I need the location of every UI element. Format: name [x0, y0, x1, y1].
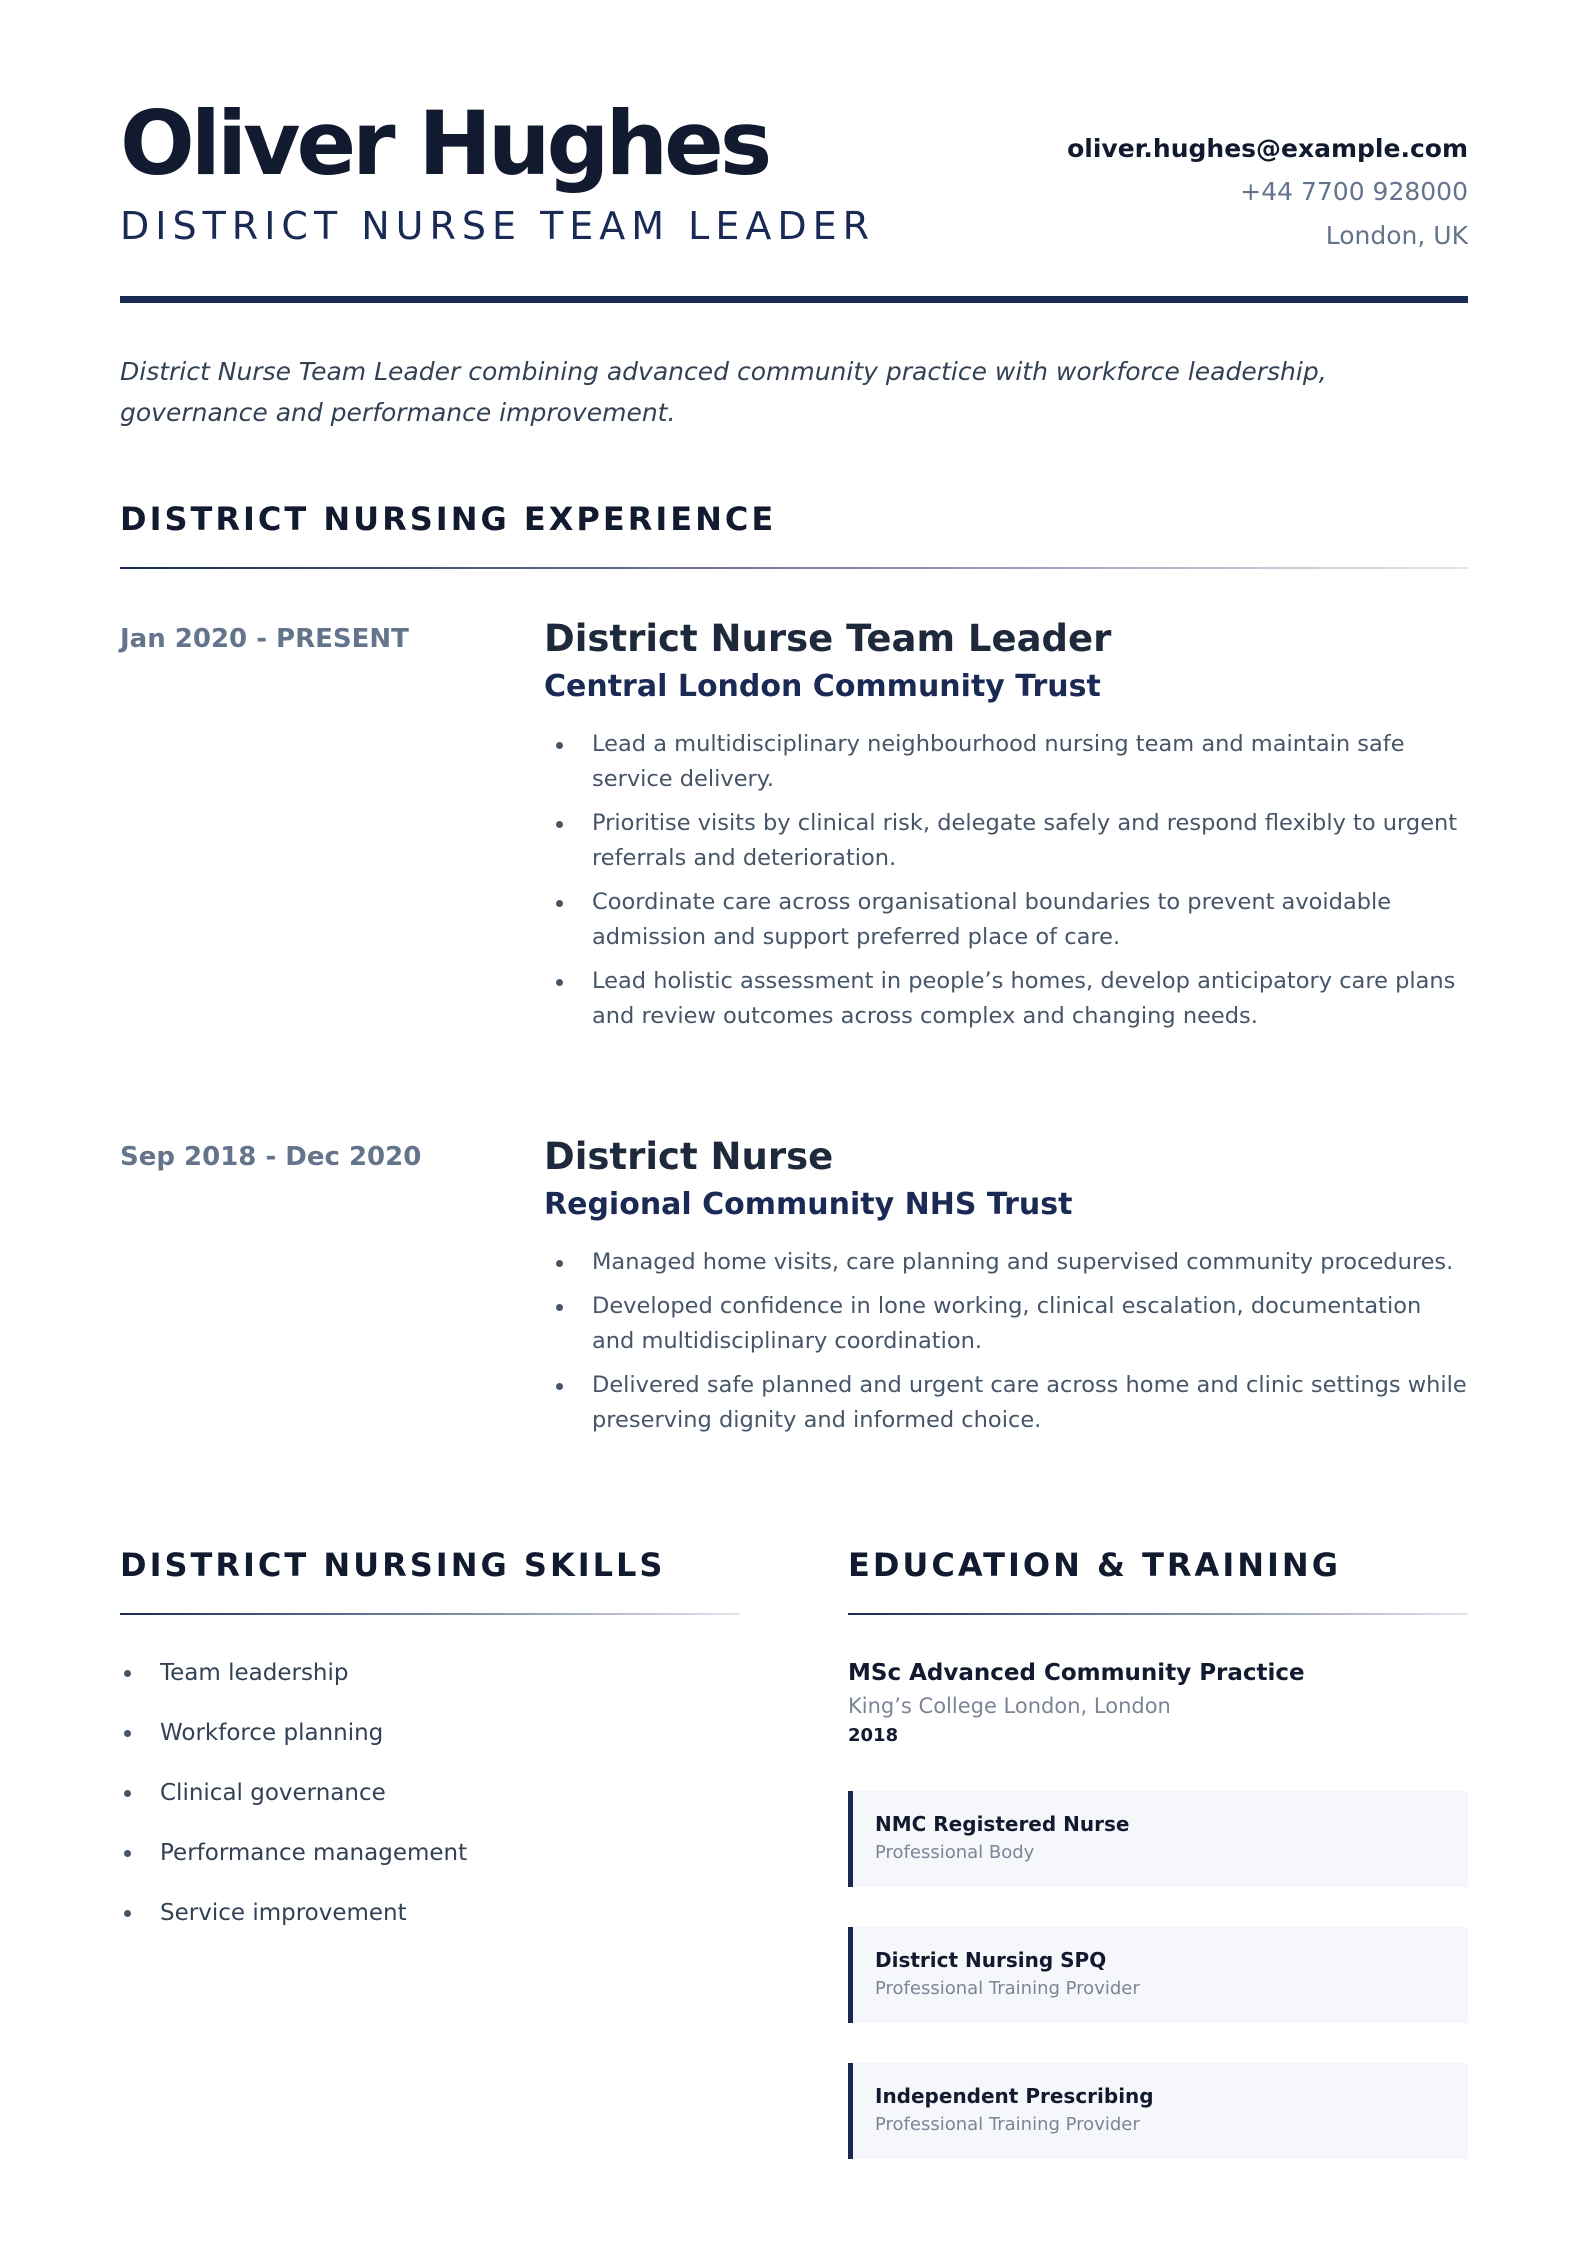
certification-card: [848, 1927, 1468, 2023]
job-dates: Sep 2018 - Dec 2020: [120, 1142, 422, 1172]
responsibility-item: Lead holistic assessment in people’s homes, develop anticipatory care plans and review outcomes across complex and changing needs.: [544, 964, 1468, 1034]
job-dates: Jan 2020 - PRESENT: [120, 624, 409, 654]
candidate-name: Oliver Hughes: [120, 92, 769, 195]
contact-location: London, UK: [1325, 221, 1468, 250]
skills-heading: DISTRICT NURSING SKILLS: [120, 1546, 666, 1584]
education-heading: EDUCATION & TRAINING: [848, 1546, 1341, 1584]
bottom-columns: [120, 1545, 1468, 2159]
name-block: [120, 92, 876, 250]
header-divider: [120, 296, 1468, 303]
experience-section: [120, 499, 1468, 1447]
experience-divider: [120, 567, 1468, 569]
experience-heading: DISTRICT NURSING EXPERIENCE: [120, 500, 777, 538]
job-responsibilities: [544, 1245, 1468, 1438]
responsibility-item: Coordinate care across organisational boundaries to prevent avoidable admission and support preferred place of care.: [544, 885, 1468, 955]
education-divider: [848, 1613, 1468, 1615]
certification-name: District Nursing SPQ: [875, 1948, 1107, 1972]
certification-issuer: Professional Training Provider: [875, 2114, 1140, 2135]
responsibility-item: Developed confidence in lone working, clinical escalation, documentation and multidisciplinary coordination.: [544, 1289, 1468, 1359]
degree-entry: [848, 1657, 1468, 1749]
degree-name: MSc Advanced Community Practice: [848, 1660, 1305, 1686]
skill-item: Performance management: [120, 1837, 740, 1869]
contact-block: [1067, 96, 1468, 258]
job-entry: [120, 1135, 1468, 1447]
responsibility-item: Managed home visits, care planning and supervised community procedures.: [544, 1245, 1468, 1280]
responsibility-item: Lead a multidisciplinary neighbourhood nursing team and maintain safe service delivery.: [544, 727, 1468, 797]
skills-section: [120, 1545, 740, 2159]
certification-card: [848, 2063, 1468, 2159]
job-organisation: Regional Community NHS Trust: [544, 1187, 1073, 1222]
job-details: [544, 1135, 1468, 1447]
job-title: District Nurse Team Leader: [544, 617, 1112, 660]
responsibility-item: Prioritise visits by clinical risk, delegate safely and respond flexibly to urgent referrals and deterioration.: [544, 806, 1468, 876]
education-section: [848, 1545, 1468, 2159]
job-organisation: Central London Community Trust: [544, 669, 1101, 704]
certification-issuer: Professional Training Provider: [875, 1978, 1140, 1999]
certification-name: NMC Registered Nurse: [875, 1812, 1130, 1836]
degree-year: 2018: [848, 1725, 899, 1746]
skill-item: Clinical governance: [120, 1777, 740, 1809]
skill-item: Workforce planning: [120, 1717, 740, 1749]
candidate-role: DISTRICT NURSE TEAM LEADER: [120, 204, 876, 248]
job-responsibilities: [544, 727, 1468, 1034]
degree-institution: King’s College London, London: [848, 1694, 1171, 1718]
job-entry: [120, 617, 1468, 1043]
job-title: District Nurse: [544, 1135, 834, 1178]
profile-summary: District Nurse Team Leader combining advanced community practice with workforce leadership, governance and performance improvement.: [120, 357, 1327, 427]
certification-issuer: Professional Body: [875, 1842, 1035, 1863]
certification-card: [848, 1791, 1468, 1887]
job-details: [544, 617, 1468, 1043]
skill-item: Team leadership: [120, 1657, 740, 1689]
responsibility-item: Delivered safe planned and urgent care across home and clinic settings while preserving dignity and informed choice.: [544, 1368, 1468, 1438]
contact-email[interactable]: oliver.hughes@example.com: [1067, 134, 1468, 163]
resume-header: [120, 92, 1468, 258]
skill-item: Service improvement: [120, 1897, 740, 1929]
skills-list: [120, 1657, 740, 1929]
contact-phone[interactable]: +44 7700 928000: [1240, 177, 1468, 206]
certification-name: Independent Prescribing: [875, 2084, 1154, 2108]
skills-divider: [120, 1613, 740, 1615]
